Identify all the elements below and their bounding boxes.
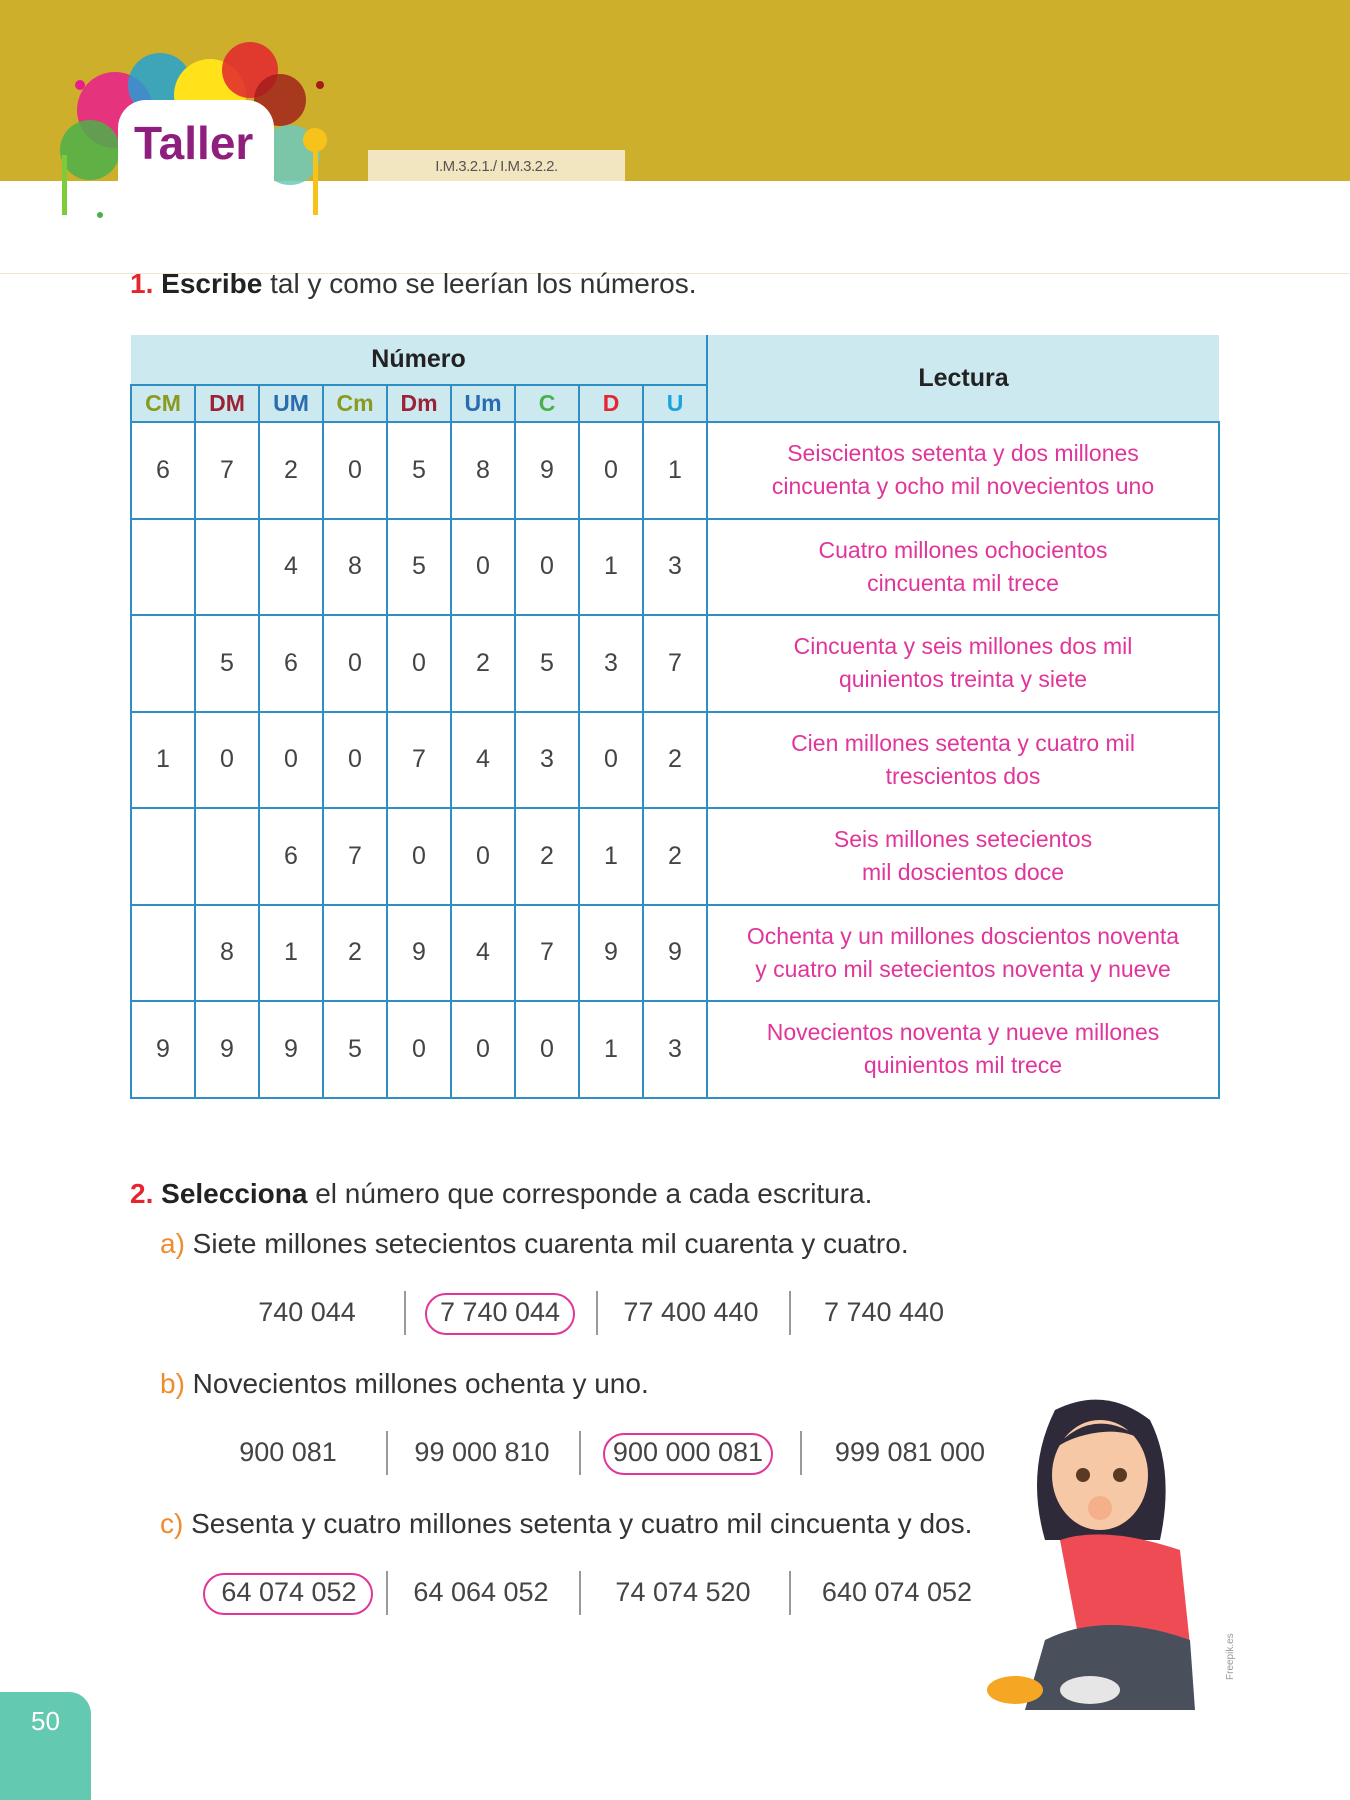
table-row [131, 615, 1219, 712]
digit-cell: 4 [451, 905, 515, 1002]
digit-cell: 1 [579, 1001, 643, 1098]
digit-cell: 6 [259, 808, 323, 905]
digit-cell: 3 [579, 615, 643, 712]
digit-cell: 2 [643, 808, 707, 905]
answer-option[interactable]: 7 740 440 [823, 1297, 945, 1327]
reading-line: Cien millones setenta y cuatro mil [791, 729, 1135, 756]
reading-line: cincuenta y ocho mil novecientos uno [771, 473, 1155, 500]
digit-cell: 9 [259, 1001, 323, 1098]
column-header-Cm: Cm [323, 385, 387, 422]
digit-cell: 5 [195, 615, 259, 712]
digit-cell: 9 [195, 1001, 259, 1098]
digit-cell: 3 [643, 1001, 707, 1098]
column-header-Dm: Dm [387, 385, 451, 422]
digit-cell: 5 [515, 615, 579, 712]
digit-cell: 3 [515, 712, 579, 809]
option-separator [404, 1291, 406, 1335]
digit-cell: 9 [579, 905, 643, 1002]
column-header-CM: CM [131, 385, 195, 422]
digit-cell: 0 [579, 712, 643, 809]
numbers-table [130, 335, 1220, 1099]
digit-cell: 9 [387, 905, 451, 1002]
reading-line: Ochenta y un millones doscientos noventa [746, 922, 1180, 949]
item-text: Sesenta y cuatro millones setenta y cuatro mil cincuenta y dos. [183, 1508, 973, 1539]
reading-cell [707, 808, 1219, 905]
question-number: 2. [130, 1178, 154, 1209]
digit-cell: 2 [259, 422, 323, 519]
reading-line: quinientos mil trece [863, 1052, 1063, 1079]
answer-option[interactable]: 64 074 052 [221, 1577, 357, 1607]
digit-cell [195, 519, 259, 616]
digit-cell: 7 [515, 905, 579, 1002]
digit-cell: 1 [259, 905, 323, 1002]
digit-cell: 0 [323, 712, 387, 809]
digit-cell: 0 [387, 615, 451, 712]
digit-cell: 7 [195, 422, 259, 519]
header-numero: Número [131, 335, 707, 385]
table-row [131, 422, 1219, 519]
item-statement [160, 1228, 909, 1260]
option-separator [596, 1291, 598, 1335]
option-separator [386, 1431, 388, 1475]
digit-cell: 0 [387, 1001, 451, 1098]
page-number-box [0, 1692, 91, 1800]
answer-option[interactable]: 77 400 440 [623, 1297, 759, 1327]
image-credit: Freepik.es [1225, 1633, 1236, 1680]
girl-illustration [985, 1390, 1215, 1710]
item-text: Siete millones setecientos cuarenta mil cuarenta y cuatro. [184, 1228, 909, 1259]
digit-cell: 0 [451, 519, 515, 616]
item-letter: a) [160, 1228, 185, 1259]
digit-cell: 3 [643, 519, 707, 616]
table-row [131, 1001, 1219, 1098]
header-lectura: Lectura [707, 335, 1219, 422]
digit-cell: 0 [387, 808, 451, 905]
digit-cell [131, 519, 195, 616]
table-row [131, 519, 1219, 616]
column-header-DM: DM [195, 385, 259, 422]
digit-cell: 8 [195, 905, 259, 1002]
answer-option[interactable]: 900 000 081 [612, 1437, 764, 1467]
digit-cell [131, 808, 195, 905]
item-statement [160, 1368, 649, 1400]
column-header-C: C [515, 385, 579, 422]
option-separator [579, 1431, 581, 1475]
digit-cell: 4 [451, 712, 515, 809]
answer-option[interactable]: 640 074 052 [821, 1577, 973, 1607]
digit-cell: 0 [451, 808, 515, 905]
column-header-Um: Um [451, 385, 515, 422]
digit-cell: 4 [259, 519, 323, 616]
reading-line: Seiscientos setenta y dos millones [787, 440, 1139, 467]
column-header-UM: UM [259, 385, 323, 422]
reading-cell [707, 905, 1219, 1002]
answer-option[interactable]: 740 044 [258, 1297, 356, 1327]
table-row [131, 712, 1219, 809]
indicator-code: I.M.3.2.1./ I.M.3.2.2. [368, 150, 625, 181]
answer-option[interactable]: 64 064 052 [413, 1577, 549, 1607]
digit-cell: 0 [515, 519, 579, 616]
question-2 [130, 1178, 872, 1210]
digit-cell: 8 [451, 422, 515, 519]
digit-cell: 6 [131, 422, 195, 519]
answer-option[interactable]: 7 740 044 [439, 1297, 561, 1327]
question-number: 1. [130, 268, 154, 299]
digit-cell [131, 905, 195, 1002]
table-row [131, 905, 1219, 1002]
question-text: el número que corresponde a cada escritura. [307, 1178, 873, 1209]
answer-option[interactable]: 99 000 810 [414, 1437, 550, 1467]
reading-cell [707, 422, 1219, 519]
reading-line: Novecientos noventa y nueve millones [766, 1019, 1160, 1046]
item-letter: c) [160, 1508, 184, 1539]
column-header-U: U [643, 385, 707, 422]
table-row [131, 808, 1219, 905]
question-verb: Escribe [161, 268, 263, 299]
digit-cell: 5 [387, 519, 451, 616]
section-tab [118, 100, 274, 270]
digit-cell: 2 [515, 808, 579, 905]
digit-cell: 7 [387, 712, 451, 809]
section-title: Taller [134, 117, 254, 169]
reading-line: trescientos dos [885, 762, 1041, 789]
reading-cell [707, 712, 1219, 809]
digit-cell: 2 [451, 615, 515, 712]
digit-cell: 7 [323, 808, 387, 905]
question-1 [130, 268, 697, 300]
digit-cell: 9 [643, 905, 707, 1002]
option-separator [789, 1291, 791, 1335]
digit-cell: 7 [643, 615, 707, 712]
item-statement [160, 1508, 972, 1540]
digit-cell: 1 [579, 808, 643, 905]
option-separator [789, 1571, 791, 1615]
answer-option[interactable]: 900 081 [239, 1437, 337, 1467]
reading-line: quinientos treinta y siete [838, 666, 1088, 693]
option-separator [800, 1431, 802, 1475]
reading-line: mil doscientos doce [862, 859, 1064, 886]
digit-cell: 0 [515, 1001, 579, 1098]
digit-cell [131, 615, 195, 712]
item-letter: b) [160, 1368, 185, 1399]
reading-cell [707, 519, 1219, 616]
digit-cell: 0 [259, 712, 323, 809]
digit-cell: 6 [259, 615, 323, 712]
digit-cell: 0 [451, 1001, 515, 1098]
reading-line: cincuenta mil trece [867, 569, 1059, 596]
digit-cell: 5 [387, 422, 451, 519]
question-text: tal y como se leerían los números. [262, 268, 697, 299]
column-header-D: D [579, 385, 643, 422]
answer-option[interactable]: 74 074 520 [615, 1577, 751, 1607]
reading-line: Seis millones setecientos [833, 826, 1093, 853]
digit-cell: 8 [323, 519, 387, 616]
reading-cell [707, 615, 1219, 712]
digit-cell: 9 [515, 422, 579, 519]
page-number: 50 [31, 1706, 60, 1736]
reading-line: Cincuenta y seis millones dos mil [793, 633, 1133, 660]
reading-line: Cuatro millones ochocientos [818, 536, 1108, 563]
digit-cell: 1 [131, 712, 195, 809]
digit-cell: 5 [323, 1001, 387, 1098]
digit-cell: 0 [323, 422, 387, 519]
answer-option[interactable]: 999 081 000 [834, 1437, 986, 1467]
digit-cell: 1 [643, 422, 707, 519]
question-verb: Selecciona [161, 1178, 308, 1209]
digit-cell: 0 [323, 615, 387, 712]
option-separator [386, 1571, 388, 1615]
item-text: Novecientos millones ochenta y uno. [184, 1368, 649, 1399]
digit-cell: 0 [195, 712, 259, 809]
digit-cell: 0 [579, 422, 643, 519]
reading-cell [707, 1001, 1219, 1098]
option-separator [579, 1571, 581, 1615]
digit-cell [195, 808, 259, 905]
digit-cell: 1 [579, 519, 643, 616]
digit-cell: 2 [323, 905, 387, 1002]
digit-cell: 9 [131, 1001, 195, 1098]
reading-line: y cuatro mil setecientos noventa y nueve [755, 955, 1171, 982]
digit-cell: 2 [643, 712, 707, 809]
